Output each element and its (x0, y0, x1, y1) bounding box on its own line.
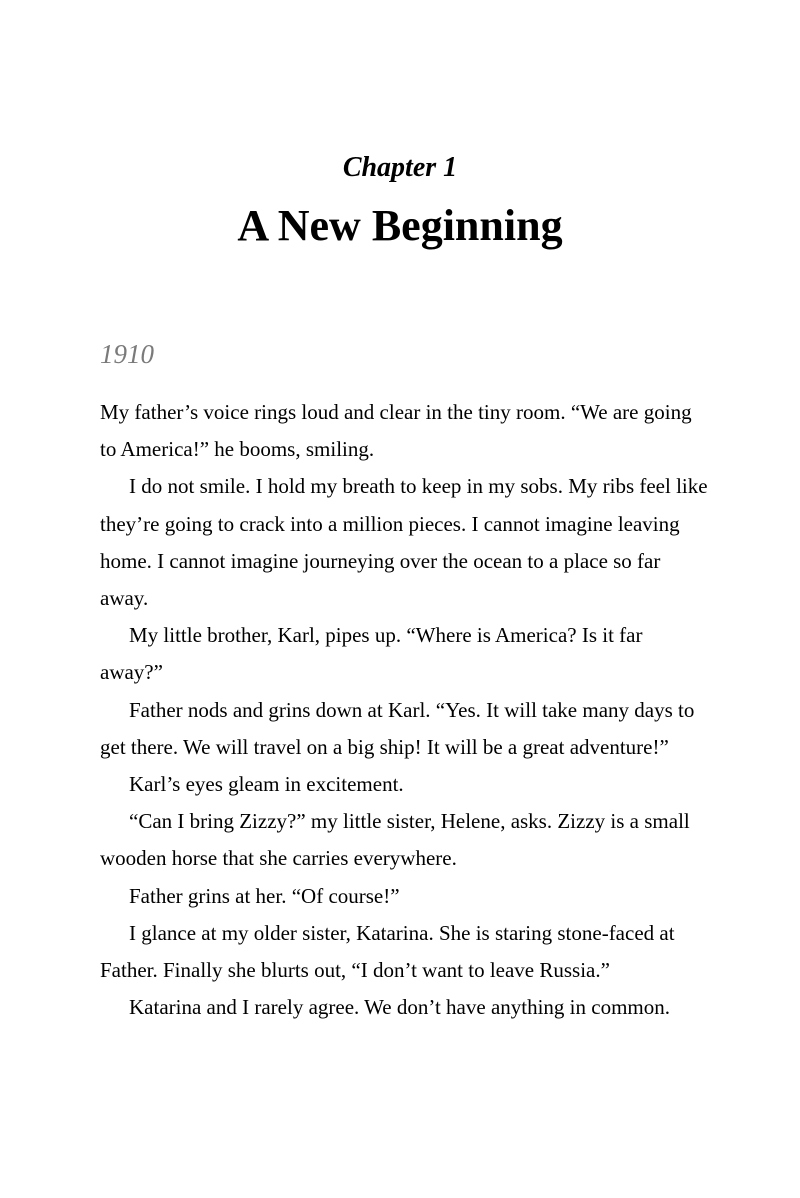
body-text (100, 394, 710, 1026)
section-year: 1910 (100, 339, 154, 369)
paragraph-6: “Can I bring Zizzy?” my little sister, Helene, asks. Zizzy is a small wooden horse that she carries everywhere. (100, 809, 690, 871)
paragraph-9: Katarina and I rarely agree. We don’t have anything in common. (129, 995, 671, 1020)
paragraph-2: I do not smile. I hold my breath to keep in my sobs. My ribs feel like they’re going to crack into a million pieces. I cannot imagine leaving home. I cannot imagine journeying over the ocean to a place so far away. (100, 474, 708, 611)
chapter-title: A New Beginning (237, 201, 563, 250)
chapter-number: Chapter 1 (342, 152, 458, 183)
paragraph-1: My father’s voice rings loud and clear in the tiny room. “We are going to America!” he booms, smiling. (100, 400, 692, 462)
paragraph-8: I glance at my older sister, Katarina. She is staring stone-faced at Father. Finally she blurts out, “I don’t want to leave Russia.” (100, 920, 675, 983)
paragraph-5: Karl’s eyes gleam in excitement. (129, 772, 404, 797)
paragraph-4: Father nods and grins down at Karl. “Yes. It will take many days to get there. We will travel on a big ship! It will be a great adventure!” (100, 697, 695, 759)
paragraph-7: Father grins at her. “Of course!” (129, 883, 400, 908)
paragraph-3: My little brother, Karl, pipes up. “Where is America? Is it far away?” (100, 623, 643, 685)
